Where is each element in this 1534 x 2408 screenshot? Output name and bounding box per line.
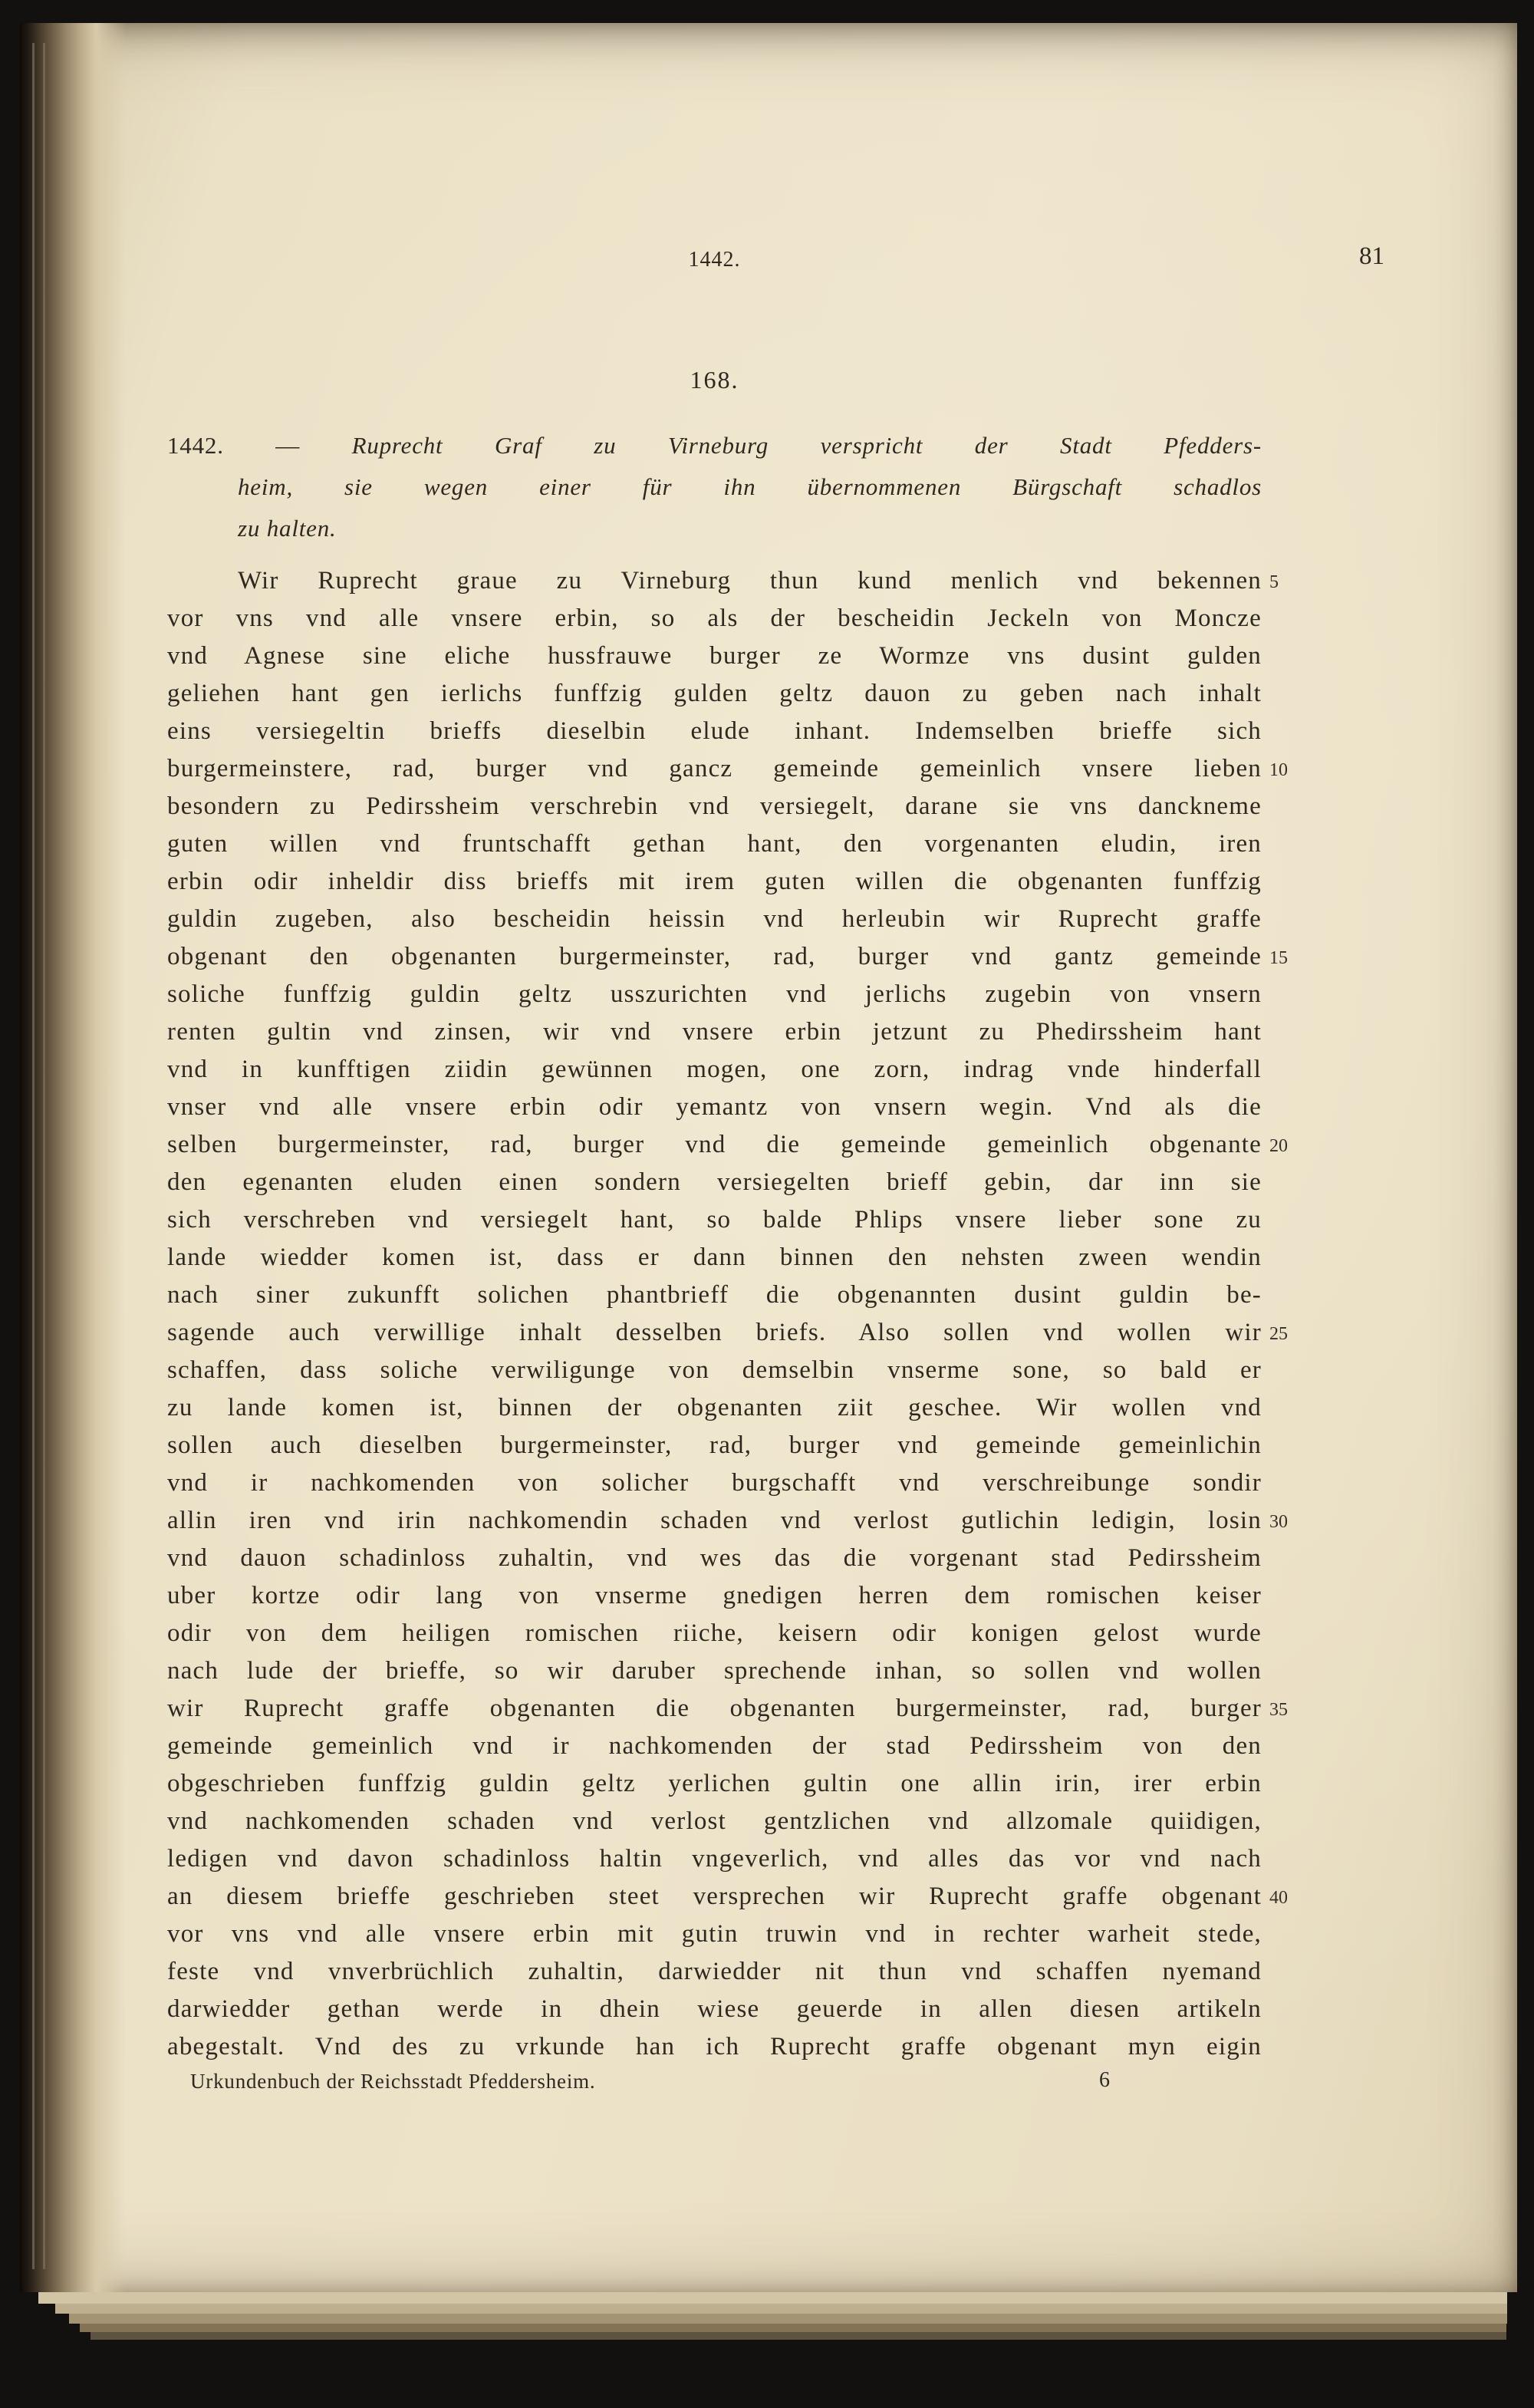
body-line-text: erbin odir inheldir diss brieffs mit irem guten willen die obgenanten funffzig	[167, 868, 1262, 895]
line-number	[1262, 1728, 1304, 1765]
line-number	[1262, 901, 1304, 938]
body-line-text: soliche funffzig guldin geltz usszurichten vnd jerlichs zugebin von vnsern	[167, 980, 1262, 1008]
line-number	[1262, 675, 1304, 713]
body-line-text: burgermeinstere, rad, burger vnd gancz gemeinde gemeinlich vnsere lieben	[167, 755, 1262, 782]
body-line-text: darwiedder gethan werde in dhein wiese geuerde in allen diesen artikeln	[167, 1995, 1262, 2023]
line-number	[1262, 713, 1304, 750]
body-line	[167, 1540, 1310, 1577]
line-number	[1262, 825, 1304, 863]
page-edge-line	[32, 43, 35, 2269]
line-number	[1262, 1464, 1304, 1502]
body-line	[167, 1728, 1310, 1765]
body-line-text: schaffen, dass soliche verwiligunge von demselbin vnserme sone, so bald er	[167, 1356, 1262, 1384]
body-line	[167, 1765, 1310, 1803]
body-line-text: odir von dem heiligen romischen riiche, keisern odir konigen gelost wurde	[167, 1619, 1262, 1647]
body-line	[167, 1126, 1310, 1164]
body-line	[167, 1427, 1310, 1464]
running-head-date: 1442.	[688, 248, 741, 272]
body-line	[167, 938, 1310, 976]
body-line	[167, 1991, 1310, 2028]
body-line	[167, 1013, 1310, 1051]
document-heading	[167, 425, 1262, 549]
body-line-text: sich verschreben vnd versiegelt hant, so balde Phlips vnsere lieber sone zu	[167, 1206, 1262, 1234]
body-line	[167, 1464, 1310, 1502]
body-line-text: gemeinde gemeinlich vnd ir nachkomenden der stad Pedirssheim von den	[167, 1732, 1262, 1760]
line-number	[1262, 1840, 1304, 1878]
body-line-text: abegestalt. Vnd des zu vrkunde han ich Ruprecht graffe obgenant myn eigin	[167, 2033, 1262, 2060]
line-number	[1262, 637, 1304, 675]
line-number	[1262, 1953, 1304, 1991]
body-line-text: zu lande komen ist, binnen der obgenanten ziit geschee. Wir wollen vnd	[167, 1394, 1262, 1421]
footer-series-title: Urkundenbuch der Reichsstadt Pfeddersheim.	[190, 2070, 596, 2093]
heading-year: 1442.	[167, 432, 224, 459]
body-line	[167, 1352, 1310, 1389]
body-line-text: allin iren vnd irin nachkomendin schaden vnd verlost gutlichin ledigin, losin	[167, 1507, 1262, 1534]
body-line	[167, 1164, 1310, 1201]
page-stack-edge	[38, 2292, 1507, 2304]
body-line-text: sollen auch dieselben burgermeinster, rad, burger vnd gemeinde gemeinlichin	[167, 1431, 1262, 1459]
line-number	[1262, 1352, 1304, 1389]
body-line-text: guten willen vnd fruntschafft gethan hant, den vorgenanten eludin, iren	[167, 830, 1262, 858]
body-line	[167, 1577, 1310, 1615]
line-number	[1262, 1991, 1304, 2028]
body-line	[167, 562, 1310, 600]
heading-line	[167, 425, 1262, 466]
body-line-text: vnd Agnese sine eliche hussfrauwe burger ze Wormze vns dusint gulden	[167, 642, 1262, 670]
body-line-text: den egenanten eluden einen sondern versiegelten brieff gebin, dar inn sie	[167, 1168, 1262, 1196]
line-number: 25	[1269, 1324, 1288, 1344]
page-number: 81	[1359, 242, 1384, 270]
body-line	[167, 713, 1310, 750]
body-line-text: ledigen vnd davon schadinloss haltin vngeverlich, vnd alles das vor vnd nach	[167, 1845, 1262, 1873]
line-number	[1262, 1427, 1304, 1464]
page-stack-edge	[55, 2304, 1507, 2314]
body-line	[167, 825, 1310, 863]
line-number	[1262, 1013, 1304, 1051]
body-line	[167, 600, 1310, 637]
body-line-text: selben burgermeinster, rad, burger vnd die gemeinde gemeinlich obgenante	[167, 1131, 1262, 1158]
body-line-text: vnser vnd alle vnsere erbin odir yemantz von vnsern wegin. Vnd als die	[167, 1093, 1262, 1121]
page-edge-line	[43, 43, 45, 2269]
body-line	[167, 1239, 1310, 1276]
line-number	[1262, 1239, 1304, 1276]
book-spine-shadow	[20, 23, 126, 2292]
body-line	[167, 637, 1310, 675]
line-number	[1262, 1164, 1304, 1201]
body-line-text: wir Ruprecht graffe obgenanten die obgenanten burgermeinster, rad, burger	[167, 1695, 1262, 1722]
line-number	[1262, 1276, 1304, 1314]
line-number	[1262, 600, 1304, 637]
body-line-text: eins versiegeltin brieffs dieselbin elude inhant. Indemselben brieffe sich	[167, 717, 1262, 745]
book-page	[20, 23, 1517, 2292]
line-number	[1262, 788, 1304, 825]
body-line	[167, 901, 1310, 938]
heading-line: zu halten.	[238, 515, 337, 542]
line-number: 20	[1269, 1136, 1288, 1156]
body-line-text: guldin zugeben, also bescheidin heissin vnd herleubin wir Ruprecht graffe	[167, 905, 1262, 933]
body-line	[167, 1615, 1310, 1652]
body-line	[167, 1878, 1310, 1916]
line-number	[1262, 863, 1304, 901]
line-number	[1262, 1089, 1304, 1126]
body-line-text: vnd ir nachkomenden von solicher burgschafft vnd verschreibunge sondir	[167, 1469, 1262, 1497]
body-line	[167, 1840, 1310, 1878]
heading-text: Ruprecht Graf zu Virneburg verspricht der Stadt Pfedders-	[351, 432, 1262, 459]
line-number	[1262, 1201, 1304, 1239]
body-line	[167, 1201, 1310, 1239]
body-line	[167, 1276, 1310, 1314]
line-number	[1262, 1803, 1304, 1840]
body-line	[167, 1916, 1310, 1953]
body-line	[167, 750, 1310, 788]
body-line-text: uber kortze odir lang von vnserme gnedigen herren dem romischen keiser	[167, 1582, 1262, 1609]
page-stack-edge	[91, 2332, 1506, 2340]
body-line-text: feste vnd vnverbrüchlich zuhaltin, darwiedder nit thun vnd schaffen nyemand	[167, 1958, 1262, 1985]
body-line-text: vnd dauon schadinloss zuhaltin, vnd wes das die vorgenant stad Pedirssheim	[167, 1544, 1262, 1572]
line-number	[1262, 1389, 1304, 1427]
body-line-text: vnd nachkomenden schaden vnd verlost gentzlichen vnd allzomale quiidigen,	[167, 1807, 1262, 1835]
body-line-text: nach siner zukunfft solichen phantbrieff die obgenannten dusint guldin be-	[167, 1281, 1262, 1309]
body-line	[167, 1314, 1310, 1352]
line-number	[1262, 976, 1304, 1013]
line-number	[1262, 2028, 1304, 2066]
line-number: 40	[1269, 1888, 1288, 1908]
body-line-text: an diesem brieffe geschrieben steet versprechen wir Ruprecht graffe obgenant	[167, 1883, 1262, 1910]
body-line-text: sagende auch verwillige inhalt desselben briefs. Also sollen vnd wollen wir	[167, 1319, 1262, 1346]
line-number	[1262, 1765, 1304, 1803]
body-line	[167, 1953, 1310, 1991]
body-line	[167, 1389, 1310, 1427]
line-number: 15	[1269, 948, 1288, 968]
body-line-text: lande wiedder komen ist, dass er dann binnen den nehsten zween wendin	[167, 1244, 1262, 1271]
line-number	[1262, 1615, 1304, 1652]
body-line	[167, 863, 1310, 901]
body-line	[167, 1502, 1310, 1540]
heading-line: heim, sie wegen einer für ihn übernommenen Bürgschaft schadlos	[238, 473, 1262, 500]
document-number: 168.	[690, 366, 739, 394]
body-line	[167, 1089, 1310, 1126]
line-number	[1262, 1652, 1304, 1690]
line-number: 30	[1269, 1512, 1288, 1532]
line-number	[1262, 1577, 1304, 1615]
body-line	[167, 2028, 1310, 2066]
line-number: 35	[1269, 1700, 1288, 1720]
line-number	[1262, 1540, 1304, 1577]
body-line-text: vor vns vnd alle vnsere erbin mit gutin truwin vnd in rechter warheit stede,	[167, 1920, 1262, 1948]
line-number: 5	[1269, 572, 1279, 592]
body-line	[167, 1803, 1310, 1840]
body-line	[167, 1051, 1310, 1089]
body-line-text: obgeschrieben funffzig guldin geltz yerlichen gultin one allin irin, irer erbin	[167, 1770, 1262, 1797]
document-body	[167, 562, 1310, 2066]
page-stack-edge	[69, 2314, 1507, 2324]
body-line-text: renten gultin vnd zinsen, wir vnd vnsere erbin jetzunt zu Phedirssheim hant	[167, 1018, 1262, 1046]
sheet-signature: 6	[1099, 2068, 1110, 2092]
body-line	[167, 976, 1310, 1013]
body-line-text: obgenant den obgenanten burgermeinster, rad, burger vnd gantz gemeinde	[167, 943, 1262, 970]
line-number	[1262, 1916, 1304, 1953]
body-line	[167, 1690, 1310, 1728]
heading-dash: —	[275, 432, 301, 459]
body-line-text: Wir Ruprecht graue zu Virneburg thun kund menlich vnd bekennen	[238, 567, 1262, 595]
body-line-text: besondern zu Pedirssheim verschrebin vnd versiegelt, darane sie vns danckneme	[167, 792, 1262, 820]
body-line	[167, 1652, 1310, 1690]
line-number	[1262, 1051, 1304, 1089]
page-stack-edge	[80, 2324, 1506, 2332]
line-number: 10	[1269, 760, 1288, 780]
body-line-text: vnd in kunfftigen ziidin gewünnen mogen, one zorn, indrag vnde hinderfall	[167, 1056, 1262, 1083]
body-line	[167, 675, 1310, 713]
body-line	[167, 788, 1310, 825]
body-line-text: nach lude der brieffe, so wir daruber sprechende inhan, so sollen vnd wollen	[167, 1657, 1262, 1685]
body-line-text: vor vns vnd alle vnsere erbin, so als der bescheidin Jeckeln von Moncze	[167, 604, 1262, 632]
body-line-text: geliehen hant gen ierlichs funffzig gulden geltz dauon zu geben nach inhalt	[167, 680, 1262, 707]
